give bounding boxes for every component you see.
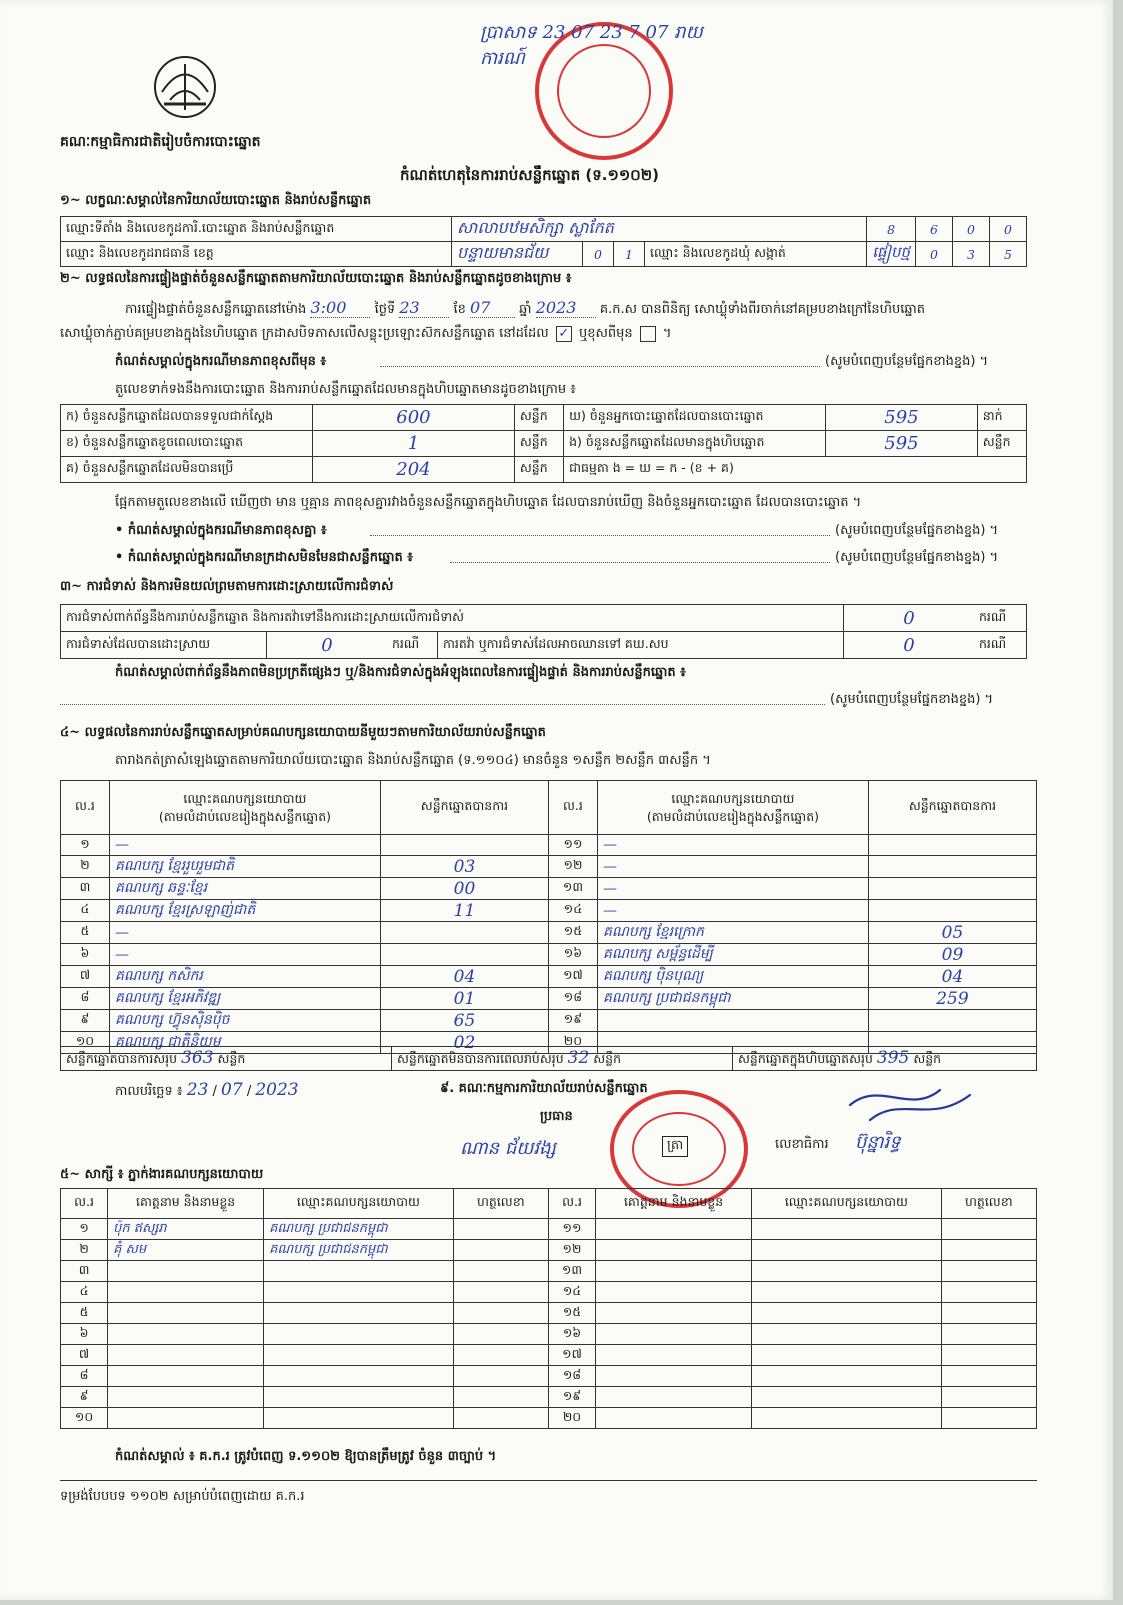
bottom-note: កំណត់សម្គាល់ ៖ គ.ក.រ ត្រូវបំពេញ ទ.១១០២ ឱ្យបានត្រឹមត្រូវ ចំនួន ៣ច្បាប់ ។ xyxy=(115,1449,497,1464)
committee-label: ៩. គណៈកម្មការការិយាល័យរាប់សន្លឹកឆ្នោត xyxy=(440,1081,648,1096)
witness-no: ១២ xyxy=(548,1240,595,1261)
witness-signature xyxy=(453,1261,548,1282)
resolved-count: 0 xyxy=(267,632,388,659)
result-no: ១៨ xyxy=(548,988,597,1010)
province-label: ឈ្មោះ និងលេខកូដរាជធានី ខេត្ត xyxy=(61,242,452,267)
section1-heading: ១~ លក្ខណៈសម្គាល់នៃការិយាល័យបោះឆ្នោត និងរាប់សន្លឹកឆ្នោត xyxy=(60,193,372,208)
unchanged-checkbox: ✓ xyxy=(556,326,572,342)
witness-name xyxy=(596,1366,752,1387)
station-code-2: 6 xyxy=(916,217,953,242)
witness-name xyxy=(596,1282,752,1303)
verification-day: 23 xyxy=(399,298,449,318)
changed-checkbox xyxy=(640,326,656,342)
commune-code-1: 0 xyxy=(916,242,953,267)
table-row xyxy=(61,922,1037,944)
witness-name xyxy=(108,1324,264,1345)
change-note-line xyxy=(380,366,820,367)
witness-signature xyxy=(453,1366,548,1387)
witness-signature xyxy=(453,1387,548,1408)
witness-name xyxy=(108,1282,264,1303)
witness-no: ១៩ xyxy=(548,1387,595,1408)
result-party: គណបក្ស ជាតិនិយម xyxy=(109,1032,380,1054)
result-no: ១០ xyxy=(61,1032,110,1054)
witness-signature xyxy=(941,1345,1036,1366)
witness-signature xyxy=(941,1282,1036,1303)
date-day: 23 xyxy=(186,1080,209,1100)
secretary-signature: ប៊ុន្នារិទ្ធ xyxy=(855,1132,901,1153)
witness-party: គណបក្ស ប្រជាជនកម្ពុជា xyxy=(264,1240,454,1261)
result-no: ១៤ xyxy=(548,900,597,922)
section5-heading: ៥~ សាក្សី ៖ ភ្នាក់ងារគណបក្សនយោបាយ xyxy=(60,1167,264,1182)
witness-party xyxy=(752,1261,942,1282)
witness-no: ៧ xyxy=(61,1345,108,1366)
result-party: គណបក្ស ខ្មែរស្រឡាញ់ជាតិ xyxy=(109,900,380,922)
ballots-spoiled: 1 xyxy=(313,431,515,457)
witness-party xyxy=(264,1408,454,1429)
table-row xyxy=(61,1219,1037,1240)
table-row xyxy=(61,944,1037,966)
witness-signature xyxy=(453,1219,548,1240)
witness-party xyxy=(752,1366,942,1387)
result-party: គណបក្ស ខ្មែររួបរួមជាតិ xyxy=(109,856,380,878)
date-year: 2023 xyxy=(255,1080,299,1100)
difference-note: • កំណត់សម្គាល់ក្នុងករណីមានភាពខុសគ្នា ៖ xyxy=(115,523,327,538)
witness-signature xyxy=(941,1408,1036,1429)
witness-party xyxy=(264,1345,454,1366)
witness-no: ១៨ xyxy=(548,1366,595,1387)
result-party: — xyxy=(109,944,380,966)
table-row xyxy=(61,1345,1037,1366)
witness-signature xyxy=(941,1387,1036,1408)
secretary-label: លេខាធិការ xyxy=(775,1137,829,1152)
result-votes xyxy=(868,856,1036,878)
stamp-handwriting: ប្រាសាទ 23 07 23 7 07 រាយការណ៍ xyxy=(480,22,703,69)
table-row xyxy=(61,1282,1037,1303)
verification-month: 07 xyxy=(470,298,515,318)
totals-row: សន្លឹកឆ្នោតបានការសរុប 363 សន្លឹក សន្លឹកឆ្នោតមិនបានការពេលរាប់សរុប 32 សន្លឹក សន្លឹកឆ្នោតក្នុងហិបឆ្នោតសរុប 395 សន្លឹក xyxy=(60,1046,1037,1071)
total-in-box: 395 xyxy=(876,1047,910,1068)
result-no: ១៥ xyxy=(548,922,597,944)
chair-signature: ណាន ជ័យវង្ស xyxy=(460,1138,556,1159)
verification-line: ការផ្ទៀងផ្ទាត់ចំនួនសន្លឹកឆ្នោតនៅម៉ោង 3:00 ថ្ងៃទី 23 ខែ 07 ឆ្នាំ 2023 គ.ក.ស បានពិនិត្យ សោឃ្លុំទាំងពីរចាក់នៅគម្របខាងក្រៅនៃហិបឆ្នោត xyxy=(125,298,926,317)
voters-voted: 595 xyxy=(826,405,978,431)
table-row xyxy=(61,1010,1037,1032)
witness-signature xyxy=(453,1324,548,1345)
result-votes: 03 xyxy=(380,856,548,878)
witness-name xyxy=(596,1345,752,1366)
station-code-4: 0 xyxy=(990,217,1027,242)
witness-party xyxy=(264,1387,454,1408)
station-value: សាលាបឋមសិក្សា ស្លាកែត xyxy=(452,217,867,242)
chair-label: ប្រធាន xyxy=(540,1109,573,1124)
commune-value: ផ្ទៀបថ្ម xyxy=(867,242,916,267)
witness-no: ១៥ xyxy=(548,1303,595,1324)
total-valid: 363 xyxy=(181,1047,214,1068)
change-note-label: កំណត់សម្គាល់ក្នុងករណីមានភាពខុសពីមុន ៖ xyxy=(115,354,327,369)
witness-no: ១ xyxy=(61,1219,108,1240)
result-no: ៥ xyxy=(61,922,110,944)
result-votes xyxy=(868,900,1036,922)
result-party: គណបក្ស ខ្មែរអភិវឌ្ឍ xyxy=(109,988,380,1010)
witness-name xyxy=(108,1387,264,1408)
nec-emblem-icon xyxy=(150,52,220,122)
form-footer: ទម្រង់បែបបទ ១១០២ សម្រាប់បំពេញដោយ គ.ក.រ xyxy=(60,1489,305,1504)
ballots-in-box: 595 xyxy=(826,431,978,457)
result-party xyxy=(597,1010,868,1032)
table-row xyxy=(61,1366,1037,1387)
result-party: គណបក្ស ប៉ិនបុណ្យ xyxy=(597,966,868,988)
province-code-1: 0 xyxy=(583,242,614,267)
witness-party: គណបក្ស ប្រជាជនកម្ពុជា xyxy=(264,1219,454,1240)
form-title: កំណត់ហេតុនៃការរាប់សន្លឹកឆ្នោត (ទ.១១០២) xyxy=(400,166,660,184)
witness-no: ១៣ xyxy=(548,1261,595,1282)
witness-signature xyxy=(453,1303,548,1324)
witness-name xyxy=(108,1303,264,1324)
result-no: ៨ xyxy=(61,988,110,1010)
witness-name xyxy=(108,1261,264,1282)
table-row xyxy=(61,1408,1037,1429)
witness-no: ២០ xyxy=(548,1408,595,1429)
result-party: គណបក្ស ប្រជាជនកម្ពុជា xyxy=(597,988,868,1010)
result-party: — xyxy=(597,835,868,856)
table-row xyxy=(61,835,1037,856)
official-seal-bottom: ត្រា xyxy=(610,1090,748,1208)
table-row xyxy=(61,1261,1037,1282)
witness-name xyxy=(596,1387,752,1408)
foreign-paper-note: • កំណត់សម្គាល់ក្នុងករណីមានក្រដាសមិនមែនជាសន្លឹកឆ្នោត ៖ xyxy=(115,550,413,565)
witness-party xyxy=(752,1345,942,1366)
witness-party xyxy=(264,1303,454,1324)
witness-signature xyxy=(941,1303,1036,1324)
witness-signature xyxy=(453,1240,548,1261)
witness-party xyxy=(752,1219,942,1240)
result-votes: 11 xyxy=(380,900,548,922)
result-no: ១៩ xyxy=(548,1010,597,1032)
objections-count: 0 xyxy=(844,605,975,632)
witness-no: ១១ xyxy=(548,1219,595,1240)
document-page: គណៈកម្មាធិការជាតិរៀបចំការបោះឆ្នោត កំណត់ហេតុនៃការរាប់សន្លឹកឆ្នោត (ទ.១១០២) ប្រាសាទ 23 07 23 7 07 រាយការណ៍ ១~ លក្ខណៈសម្គាល់នៃការិយាល័យបោះឆ្នោត និងរាប់សន្លឹកឆ្នោត ឈ្មោះទីតាំង និងលេខកូដការិ.បោះឆ្នោត និងរាប់សន្លឹកឆ្នោត សាលាបឋមសិក្សា ស្លាកែត 8 6 0 0 ឈ្មោះ និងលេខកូដរាជធានី ខេត្ត បន្ទាយមានជ័យ 0 1 ឈ្មោះ និងលេខកូដឃុំ សង្កាត់ ផ្ទៀបថ្ម 0 3 5 ២~ លទ្ធផលនៃការផ្ទៀងផ្ទាត់ចំនួនសន្លឹកឆ្នោតតាមការិយាល័យបោះឆ្នោត និងរាប់សន្លឹកឆ្នោតដូចខាងក្រោម ៖ ការផ្ទៀងផ្ទាត់ចំនួនសន្លឹកឆ្នោតនៅម៉ោង 3:00 ថ្ងៃទី 23 ខែ 07 ឆ្នាំ 2023 គ.ក.ស បានពិនិត្យ សោឃ្លុំទាំងពីរចាក់នៅគម្របខាងក្រៅនៃហិបឆ្នោត សោឃ្លុំចាក់ភ្ជាប់គម្របខាងក្នុងនៃហិបឆ្នោត ក្រដាសបិទភាសលើសន្លុះប្រឡោះស៊កសន្លឹកឆ្នោត នៅដដែល ✓ ឬខុសពីមុន ។ កំណត់សម្គាល់ក្នុងករណីមានភាពខុសពីមុន ៖ (សូមបំពេញបន្ថែមផ្នែកខាងខ្នង) ។ តួលេខទាក់ទងនឹងការបោះឆ្នោត និងការរាប់សន្លឹកឆ្នោតដែលមានក្នុងហិបឆ្នោតមានដូចខាងក្រោម ៖ ក) ចំនួនសន្លឹកឆ្នោតដែលបានទទួលជាក់ស្តែង 600 សន្លឹក ឃ) ចំនួនអ្នកបោះឆ្នោតដែលបានបោះឆ្នោត 595 នាក់ ខ) ចំនួនសន្លឹកឆ្នោតខូចពេលបោះឆ្នោត 1 សន្លឹក ង) ចំនួនសន្លឹកឆ្នោតដែលមានក្នុងហិបឆ្នោត 595 សន្លឹក គ) ចំនួនសន្លឹកឆ្នោតដែលមិនបានប្រើ 204 សន្លឹក ជាធម្មតា ង = ឃ = ក - (ខ + គ) ផ្អែកតាមតួលេខខាងលើ ឃើញថា មាន ឬគ្មាន ភាពខុសគ្នារវាងចំនួនសន្លឹកឆ្នោតក្នុងហិបឆ្នោត ដែលបានរាប់ឃើញ និងចំនួនអ្នកបោះឆ្នោត ដែលបានបោះឆ្នោត ។ • កំណត់សម្គាល់ក្នុងករណីមានភាពខុសគ្នា ៖ (សូមបំពេញបន្ថែមផ្នែកខាងខ្នង) ។ • កំណត់សម្គាល់ក្នុងករណីមានក្រដាសមិនមែនជាសន្លឹកឆ្នោត ៖ (សូមបំពេញបន្ថែមផ្នែកខាងខ្នង) ។ ៣~ ការជំទាស់ និងការមិនយល់ព្រមតាមការដោះស្រាយលើការជំទាស់ ការជំទាស់ពាក់ព័ន្ធនឹងការរាប់សន្លឹកឆ្នោត និងការតវ៉ាទៅនឹងការដោះស្រាយលើការជំទាស់ 0 ករណី ការជំទាស់ដែលបានដោះស្រាយ 0 ករណី ការតវ៉ា ឬការជំទាស់ដែលអាចឈានទៅ គឃ.សប 0 ករណី កំណត់សម្គាល់ពាក់ព័ន្ធនឹងភាពមិនប្រក្រតីផ្សេងៗ ឬ/និងការជំទាស់ក្នុងអំឡុងពេលនៃការផ្ទៀងផ្ទាត់ និងការរាប់សន្លឹកឆ្នោត ៖ (សូមបំពេញបន្ថែមផ្នែកខាងខ្នង) ។ ៤~ លទ្ធផលនៃការរាប់សន្លឹកឆ្នោតសម្រាប់គណបក្សនយោបាយនីមួយៗតាមការិយាល័យរាប់សន្លឹកឆ្នោត តារាងកត់ត្រាសំឡេងឆ្នោតតាមការិយាល័យបោះឆ្នោត និងរាប់សន្លឹកឆ្នោត (ទ.១១០៤) មានចំនួន ១សន្លឹក ២សន្លឹក ៣សន្លឹក ។ ល.រ ឈ្មោះគណបក្សនយោបាយ (តាមលំដាប់លេខរៀងក្នុងសន្លឹកឆ្នោត) សន្លឹកឆ្នោតបានការ ល.រ ឈ្មោះគណបក្សនយោបាយ (តាមលំដាប់លេខរៀងក្នុងសន្លឹកឆ្នោត) សន្លឹកឆ្នោតបានការ ១ — ១១ — ២ គណបក្ស ខ្មែររួបរួមជាតិ 03 ១២ — ៣ គណបក្ស ឆន្ទៈខ្មែរ 00 ១៣ — ៤ គណបក្ស ខ្មែរស្រឡាញ់ជាតិ 11 ១៤ — ៥ — ១៥ គណបក្ស ខ្មែរក្រោក 05 ៦ — ១៦ គណបក្ស សម្ព័ន្ធដើម្បី 09 ៧ គណបក្ស កសិករ 04 ១៧ គណបក្ស ប៉ិនបុណ្យ 04 ៨ គណបក្ស ខ្មែរអភិវឌ្ឍ 01 ១៨ គណបក្ស ប្រជាជនកម្ពុជា 259 ៩ គណបក្ស ហ៊្វុនស៊ិនប៉ិច 65 ១៩ ១០ គណបក្ស ជាតិនិយម 02 ២០ សន្លឹកឆ្នោតបានការសរុប 363 សន្លឹក សន្លឹកឆ្នោតមិនបានការពេលរាប់សរុប 32 សន្លឹក សន្លឹកឆ្នោតក្នុងហិបឆ្នោតសរុប 395 សន្លឹក កាលបរិច្ឆេទ ៖ 23 / 07 / 2023 ៩. គណៈកម្មការការិយាល័យរាប់សន្លឹកឆ្នោត ប្រធាន ណាន ជ័យវង្ស ត្រា លេខាធិការ ប៊ុន្នារិទ្ធ ៥~ សាក្សី ៖ ភ្នាក់ងារគណបក្សនយោបាយ ល.រ គោត្តនាម និងនាមខ្លួន ឈ្មោះគណបក្សនយោបាយ ហត្ថលេខា ល.រ គោត្តនាម និងនាមខ្លួន ឈ្មោះគណបក្សនយោបាយ ហត្ថលេខា ១ ប៉ុក ឥស្សរា គណបក្ស ប្រជាជនកម្ពុជា ១១ ២ គុំ សម គណបក្ស ប្រជាជនកម្ពុជា ១២ ៣ ១៣ ៤ ១៤ ៥ ១៥ ៦ ១៦ ៧ ១៧ ៨ ១៨ ៩ ១៩ ១០ ២០ កំណត់សម្គាល់ ៖ គ.ក.រ ត្រូវបំពេញ ទ.១១០២ ឱ្យបានត្រឹមត្រូវ ចំនួន ៣ច្បាប់ ។ ទម្រង់បែបបទ ១១០២ សម្រាប់បំពេញដោយ គ.ក.រ xyxy=(0,0,1113,1600)
result-votes xyxy=(868,1010,1036,1032)
result-votes: 00 xyxy=(380,878,548,900)
table-row xyxy=(61,900,1037,922)
ballot-figures-table: ក) ចំនួនសន្លឹកឆ្នោតដែលបានទទួលជាក់ស្តែង 600 សន្លឹក ឃ) ចំនួនអ្នកបោះឆ្នោតដែលបានបោះឆ្នោត 595 នាក់ ខ) ចំនួនសន្លឹកឆ្នោតខូចពេលបោះឆ្នោត 1 សន្លឹក ង) ចំនួនសន្លឹកឆ្នោតដែលមានក្នុងហិបឆ្នោត 595 សន្លឹក គ) ចំនួនសន្លឹកឆ្នោតដែលមិនបានប្រើ 204 សន្លឹក ជាធម្មតា ង = ឃ = ក - (ខ + គ) xyxy=(60,404,1027,483)
witness-signature xyxy=(453,1282,548,1303)
witness-no: ៨ xyxy=(61,1366,108,1387)
table-row xyxy=(61,1303,1037,1324)
witness-party xyxy=(752,1240,942,1261)
tally-sheet-intro: តារាងកត់ត្រាសំឡេងឆ្នោតតាមការិយាល័យបោះឆ្នោត និងរាប់សន្លឹកឆ្នោត (ទ.១១០៤) មានចំនួន ១សន្លឹក ២សន្លឹក ៣សន្លឹក ។ xyxy=(115,753,711,768)
station-table xyxy=(60,216,1027,267)
witness-name xyxy=(596,1219,752,1240)
result-no: ១១ xyxy=(548,835,597,856)
witness-signature xyxy=(941,1261,1036,1282)
result-no: ៤ xyxy=(61,900,110,922)
date-month: 07 xyxy=(221,1080,243,1100)
result-party: — xyxy=(597,900,868,922)
witness-signature xyxy=(941,1219,1036,1240)
witness-party xyxy=(264,1366,454,1387)
seal-status-line: សោឃ្លុំចាក់ភ្ជាប់គម្របខាងក្នុងនៃហិបឆ្នោត ក្រដាសបិទភាសលើសន្លុះប្រឡោះស៊កសន្លឹកឆ្នោត នៅដដែល ✓ ឬខុសពីមុន ។ xyxy=(60,325,672,341)
result-party: — xyxy=(597,878,868,900)
result-no: ១២ xyxy=(548,856,597,878)
ballots-received: 600 xyxy=(313,405,515,431)
result-votes: 04 xyxy=(868,966,1036,988)
section4-heading: ៤~ លទ្ធផលនៃការរាប់សន្លឹកឆ្នោតសម្រាប់គណបក្សនយោបាយនីមួយៗតាមការិយាល័យរាប់សន្លឹកឆ្នោត xyxy=(60,725,546,740)
result-no: ៦ xyxy=(61,944,110,966)
result-party: គណបក្ស ហ៊្វុនស៊ិនប៉ិច xyxy=(109,1010,380,1032)
verification-time: 3:00 xyxy=(310,298,370,318)
witness-no: ៣ xyxy=(61,1261,108,1282)
table-row xyxy=(61,878,1037,900)
section3-heading: ៣~ ការជំទាស់ និងការមិនយល់ព្រមតាមការដោះស្រាយលើការជំទាស់ xyxy=(60,579,394,594)
objections-table: ការជំទាស់ពាក់ព័ន្ធនឹងការរាប់សន្លឹកឆ្នោត និងការតវ៉ាទៅនឹងការដោះស្រាយលើការជំទាស់ 0 ករណី ការជំទាស់ដែលបានដោះស្រាយ 0 ករណី ការតវ៉ា ឬការជំទាស់ដែលអាចឈានទៅ គឃ.សប 0 ករណី xyxy=(60,604,1027,659)
result-party: គណបក្ស សម្ព័ន្ធដើម្បី xyxy=(597,944,868,966)
witness-signature xyxy=(453,1408,548,1429)
irregularity-note: កំណត់សម្គាល់ពាក់ព័ន្ធនឹងភាពមិនប្រក្រតីផ្សេងៗ ឬ/និងការជំទាស់ក្នុងអំឡុងពេលនៃការផ្ទៀងផ្ទាត់ និងការរាប់សន្លឹកឆ្នោត ៖ xyxy=(115,665,686,680)
commune-code-2: 3 xyxy=(953,242,990,267)
results-table: ល.រ ឈ្មោះគណបក្សនយោបាយ (តាមលំដាប់លេខរៀងក្នុងសន្លឹកឆ្នោត) សន្លឹកឆ្នោតបានការ ល.រ ឈ្មោះគណបក្សនយោបាយ (តាមលំដាប់លេខរៀងក្នុងសន្លឹកឆ្នោត) សន្លឹកឆ្នោតបានការ ១ — ១១ — ២ គណបក្ស ខ្មែររួបរួមជាតិ 03 ១២ — ៣ គណបក្ស ឆន្ទៈខ្មែរ 00 ១៣ — ៤ គណបក្ស ខ្មែរស្រឡាញ់ជាតិ 11 ១៤ — ៥ — ១៥ គណបក្ស ខ្មែរក្រោក 05 ៦ — ១៦ គណបក្ស សម្ព័ន្ធដើម្បី 09 ៧ គណបក្ស កសិករ 04 ១៧ គណបក្ស ប៉ិនបុណ្យ 04 ៨ គណបក្ស ខ្មែរអភិវឌ្ឍ 01 ១៨ គណបក្ស ប្រជាជនកម្ពុជា 259 ៩ គណបក្ស ហ៊្វុនស៊ិនប៉ិច 65 ១៩ ១០ គណបក្ស ជាតិនិយម 02 ២០ xyxy=(60,780,1037,1054)
verification-year: 2023 xyxy=(536,298,596,318)
witness-no: ១៦ xyxy=(548,1324,595,1345)
witness-party xyxy=(264,1282,454,1303)
witness-no: ៤ xyxy=(61,1282,108,1303)
station-code-3: 0 xyxy=(953,217,990,242)
result-votes xyxy=(380,944,548,966)
result-votes: 05 xyxy=(868,922,1036,944)
ballots-unused: 204 xyxy=(313,457,515,483)
result-party: គណបក្ស កសិករ xyxy=(109,966,380,988)
table-row xyxy=(61,1387,1037,1408)
witness-signature xyxy=(941,1366,1036,1387)
commune-label: ឈ្មោះ និងលេខកូដឃុំ សង្កាត់ xyxy=(645,242,867,267)
secretary-signature-scribble xyxy=(840,1075,980,1135)
witness-signature xyxy=(941,1240,1036,1261)
province-value: បន្ទាយមានជ័យ xyxy=(452,242,583,267)
witness-name: ប៉ុក ឥស្សរា xyxy=(108,1219,264,1240)
appeal-count: 0 xyxy=(844,632,975,659)
witness-signature xyxy=(941,1324,1036,1345)
table-row xyxy=(61,988,1037,1010)
witness-party xyxy=(264,1261,454,1282)
witness-name xyxy=(596,1324,752,1345)
result-no: ១៦ xyxy=(548,944,597,966)
witness-no: ១០ xyxy=(61,1408,108,1429)
table-row xyxy=(61,1324,1037,1345)
station-label: ឈ្មោះទីតាំង និងលេខកូដការិ.បោះឆ្នោត និងរាប់សន្លឹកឆ្នោត xyxy=(61,217,452,242)
result-votes xyxy=(380,835,548,856)
witness-name xyxy=(596,1240,752,1261)
witness-no: ១៧ xyxy=(548,1345,595,1366)
witness-party xyxy=(752,1387,942,1408)
witness-name xyxy=(108,1366,264,1387)
witness-name xyxy=(108,1408,264,1429)
result-no: ១ xyxy=(61,835,110,856)
witness-name xyxy=(596,1408,752,1429)
result-no: ២០ xyxy=(548,1032,597,1054)
result-party: — xyxy=(109,835,380,856)
witness-name xyxy=(108,1345,264,1366)
province-code-2: 1 xyxy=(614,242,645,267)
result-no: ១៧ xyxy=(548,966,597,988)
witness-no: ៩ xyxy=(61,1387,108,1408)
result-votes xyxy=(868,878,1036,900)
witness-no: ៦ xyxy=(61,1324,108,1345)
witness-party xyxy=(264,1324,454,1345)
result-votes: 01 xyxy=(380,988,548,1010)
witness-table: ល.រ គោត្តនាម និងនាមខ្លួន ឈ្មោះគណបក្សនយោបាយ ហត្ថលេខា ល.រ គោត្តនាម និងនាមខ្លួន ឈ្មោះគណបក្សនយោបាយ ហត្ថលេខា ១ ប៉ុក ឥស្សរា គណបក្ស ប្រជាជនកម្ពុជា ១១ ២ គុំ សម គណបក្ស ប្រជាជនកម្ពុជា ១២ ៣ ១៣ ៤ ១៤ ៥ ១៥ ៦ ១៦ ៧ ១៧ ៨ ១៨ ៩ ១៩ ១០ ២០ xyxy=(60,1188,1037,1429)
date-line: កាលបរិច្ឆេទ ៖ 23 / 07 / 2023 xyxy=(115,1080,299,1100)
commune-code-3: 5 xyxy=(990,242,1027,267)
result-votes: 65 xyxy=(380,1010,548,1032)
change-note-tail: (សូមបំពេញបន្ថែមផ្នែកខាងខ្នង) ។ xyxy=(825,354,989,369)
result-party: — xyxy=(597,856,868,878)
result-party: គណបក្ស ខ្មែរក្រោក xyxy=(597,922,868,944)
result-party: — xyxy=(109,922,380,944)
result-no: ៣ xyxy=(61,878,110,900)
result-votes: 02 xyxy=(380,1032,548,1054)
org-name: គណៈកម្មាធិការជាតិរៀបចំការបោះឆ្នោត xyxy=(60,134,261,150)
witness-no: ៥ xyxy=(61,1303,108,1324)
witness-no: ២ xyxy=(61,1240,108,1261)
total-invalid: 32 xyxy=(567,1047,590,1068)
result-votes xyxy=(380,922,548,944)
witness-party xyxy=(752,1324,942,1345)
compare-line: ផ្អែកតាមតួលេខខាងលើ ឃើញថា មាន ឬគ្មាន ភាពខុសគ្នារវាងចំនួនសន្លឹកឆ្នោតក្នុងហិបឆ្នោត ដែលបានរាប់ឃើញ និងចំនួនអ្នកបោះឆ្នោត ដែលបានបោះឆ្នោត ។ xyxy=(115,495,862,510)
figures-intro: តួលេខទាក់ទងនឹងការបោះឆ្នោត និងការរាប់សន្លឹកឆ្នោតដែលមានក្នុងហិបឆ្នោតមានដូចខាងក្រោម ៖ xyxy=(115,382,576,397)
witness-party xyxy=(752,1303,942,1324)
result-votes: 259 xyxy=(868,988,1036,1010)
section2-heading: ២~ លទ្ធផលនៃការផ្ទៀងផ្ទាត់ចំនួនសន្លឹកឆ្នោតតាមការិយាល័យបោះឆ្នោត និងរាប់សន្លឹកឆ្នោតដូចខាងក្រោម ៖ xyxy=(60,271,572,286)
witness-no: ១៤ xyxy=(548,1282,595,1303)
result-no: ៧ xyxy=(61,966,110,988)
witness-signature xyxy=(453,1345,548,1366)
result-votes: 04 xyxy=(380,966,548,988)
witness-name xyxy=(596,1303,752,1324)
table-row xyxy=(61,966,1037,988)
result-no: ១៣ xyxy=(548,878,597,900)
table-row xyxy=(61,1240,1037,1261)
witness-name xyxy=(596,1261,752,1282)
table-row xyxy=(61,856,1037,878)
result-no: ២ xyxy=(61,856,110,878)
witness-party xyxy=(752,1408,942,1429)
result-no: ៩ xyxy=(61,1010,110,1032)
result-votes xyxy=(868,835,1036,856)
result-party: គណបក្ស ឆន្ទៈខ្មែរ xyxy=(109,878,380,900)
station-code-1: 8 xyxy=(867,217,916,242)
witness-party xyxy=(752,1282,942,1303)
result-votes: 09 xyxy=(868,944,1036,966)
witness-name: គុំ សម xyxy=(108,1240,264,1261)
